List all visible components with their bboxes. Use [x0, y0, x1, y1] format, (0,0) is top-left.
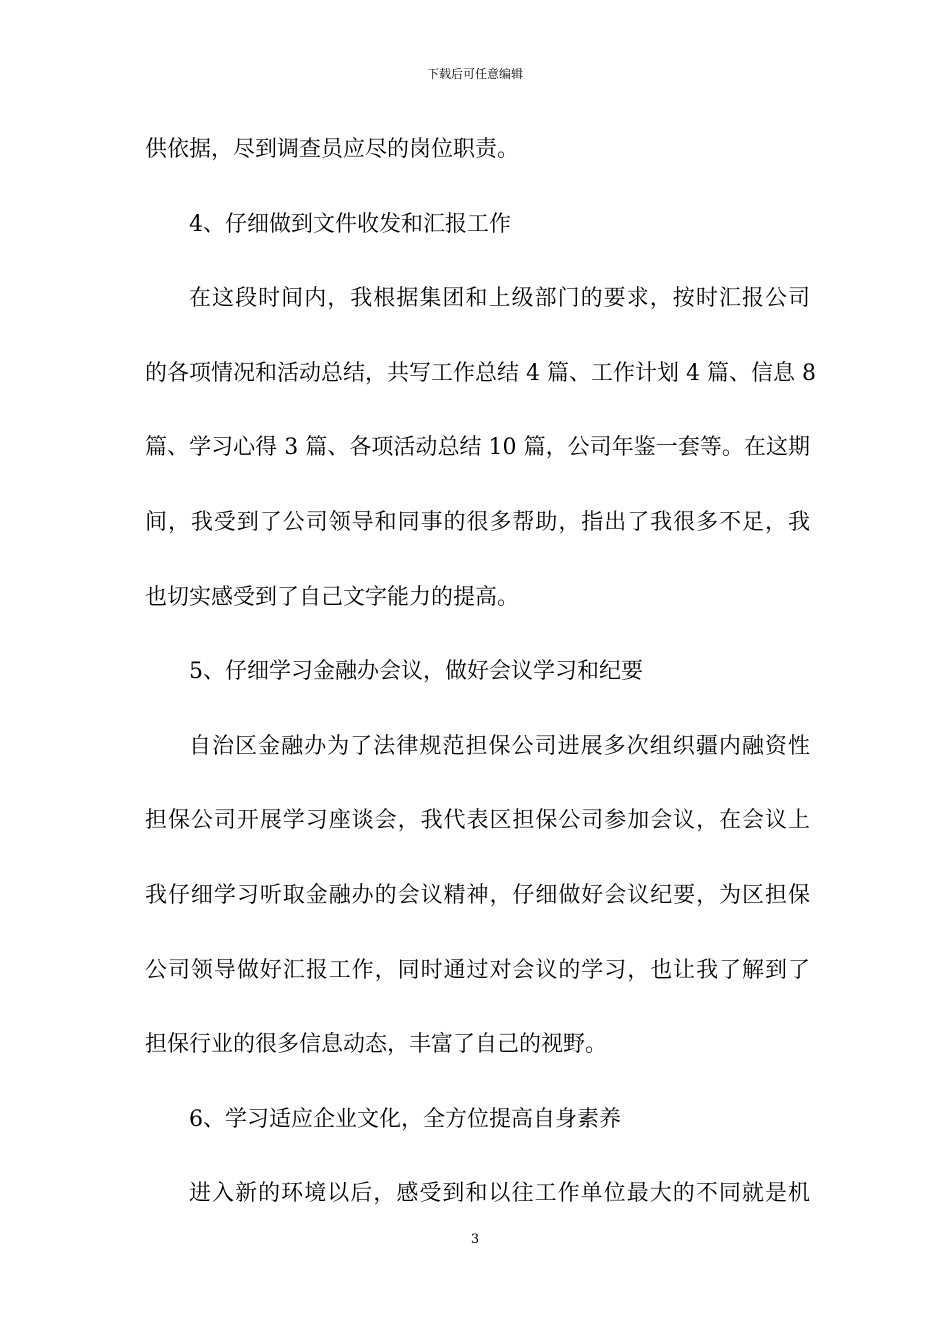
paragraph-line: 担保行业的很多信息动态，丰富了自己的视野。: [145, 1032, 608, 1058]
paragraph-line: 篇、学习心得 3 篇、各项活动总结 10 篇，公司年鉴一套等。在这期: [145, 435, 810, 461]
paragraph-line: 的各项情况和活动总结，共写工作总结 4 篇、工作计划 4 篇、信息 8: [145, 360, 816, 386]
paragraph-line: 供依据，尽到调查员应尽的岗位职责。: [145, 137, 520, 162]
page-number: 3: [470, 1232, 480, 1247]
paragraph-line: 我仔细学习听取金融办的会议精神，仔细做好会议纪要，为区担保: [145, 882, 810, 908]
paragraph-line: 担保公司开展学习座谈会，我代表区担保公司参加会议，在会议上: [145, 808, 810, 834]
document-body: [145, 126, 816, 1245]
paragraph-line: 间，我受到了公司领导和同事的很多帮助，指出了我很多不足，我: [145, 509, 810, 535]
paragraph-line: 公司领导做好汇报工作，同时通过对会议的学习，也让我了解到了: [145, 957, 810, 983]
paragraph-line: 在这段时间内，我根据集团和上级部门的要求，按时汇报公司: [189, 286, 810, 312]
section-heading: 5、仔细学习金融办会议，做好会议学习和纪要: [189, 659, 643, 685]
page-header: 下载后可任意编辑: [426, 67, 523, 81]
section-heading: 6、学习适应企业文化，全方位提高自身素养: [189, 1106, 621, 1132]
section-heading: 4、仔细做到文件收发和汇报工作: [189, 211, 511, 237]
paragraph-line: 也切实感受到了自己文字能力的提高。: [145, 584, 520, 610]
paragraph-line: 进入新的环境以后，感受到和以往工作单位最大的不同就是机: [189, 1181, 810, 1207]
paragraph-line: 自治区金融办为了法律规范担保公司进展多次组织疆内融资性: [189, 733, 810, 759]
